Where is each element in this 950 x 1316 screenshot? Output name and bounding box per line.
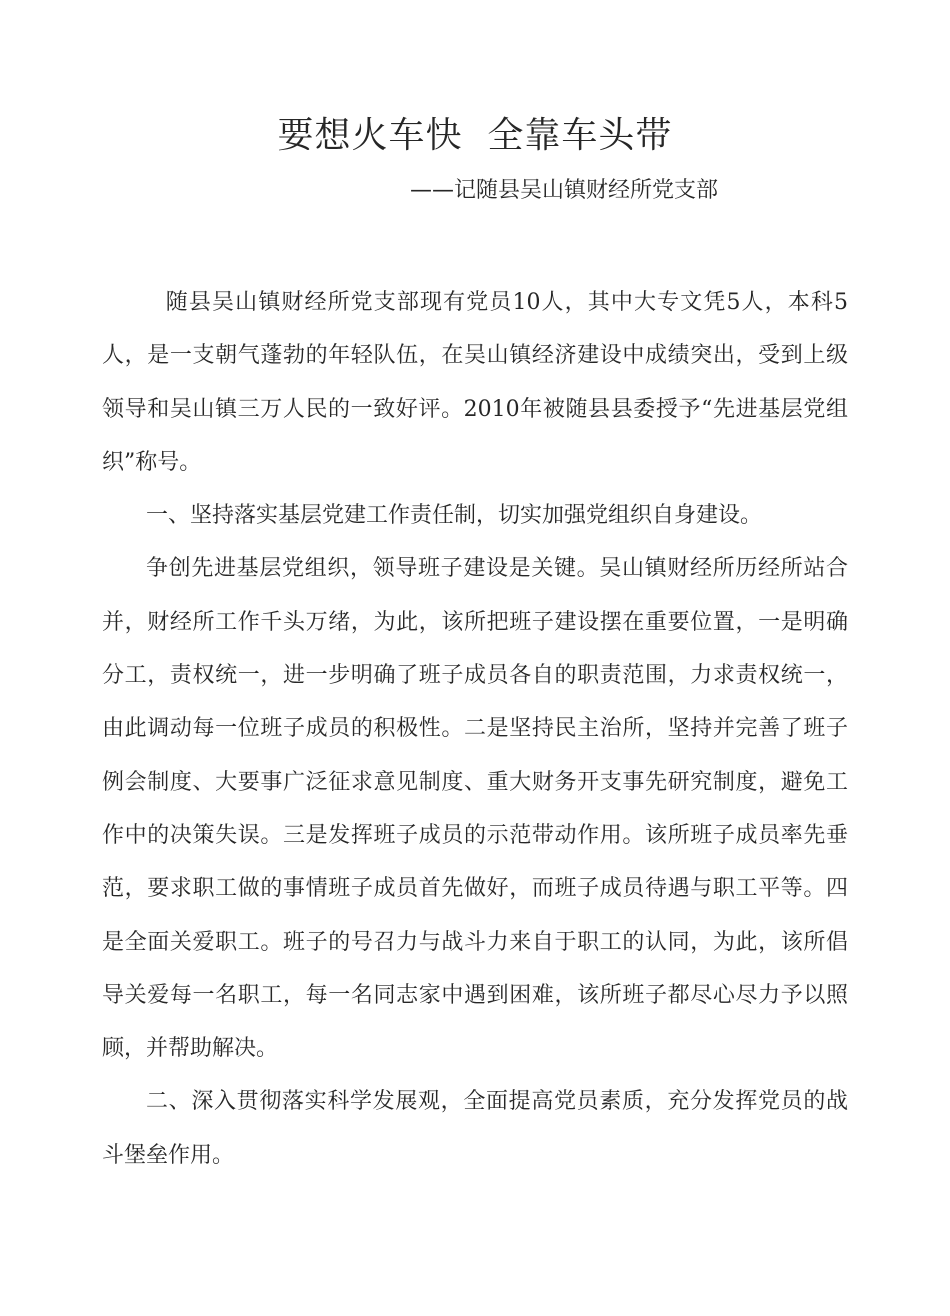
document-body (102, 276, 848, 1182)
section-heading-2: 二、深入贯彻落实科学发展观，全面提高党员素质，充分发挥党员的战斗堡垒作用。 (102, 1089, 848, 1168)
intro-paragraph: 随县吴山镇财经所党支部现有党员10人，其中大专文凭5人，本科5人，是一支朝气蓬勃的年轻队伍，在吴山镇经济建设中成绩突出，受到上级领导和吴山镇三万人民的一致好评。2010年被随县县委授予“先进基层党组织”称号。 (102, 290, 848, 475)
section-heading-1: 一、坚持落实基层党建工作责任制，切实加强党组织自身建设。 (146, 503, 763, 529)
document-title: 要想火车快 全靠车头带 (277, 115, 673, 156)
document-subtitle: ——记随县吴山镇财经所党支部 (410, 178, 719, 203)
section-1-paragraph: 争创先进基层党组织，领导班子建设是关键。吴山镇财经所历经所站合并，财经所工作千头万绪，为此，该所把班子建设摆在重要位置，一是明确分工，责权统一，进一步明确了班子成员各自的职责范围，力求责权统一，由此调动每一位班子成员的积极性。二是坚持民主治所，坚持并完善了班子例会制度、大要事广泛征求意见制度、重大财务开支事先研究制度，避免工作中的决策失误。三是发挥班子成员的示范带动作用。该所班子成员率先垂范，要求职工做的事情班子成员首先做好，而班子成员待遇与职工平等。四是全面关爱职工。班子的号召力与战斗力来自于职工的认同，为此，该所倡导关爱每一名职工，每一名同志家中遇到困难，该所班子都尽心尽力予以照顾，并帮助解决。 (102, 556, 848, 1062)
